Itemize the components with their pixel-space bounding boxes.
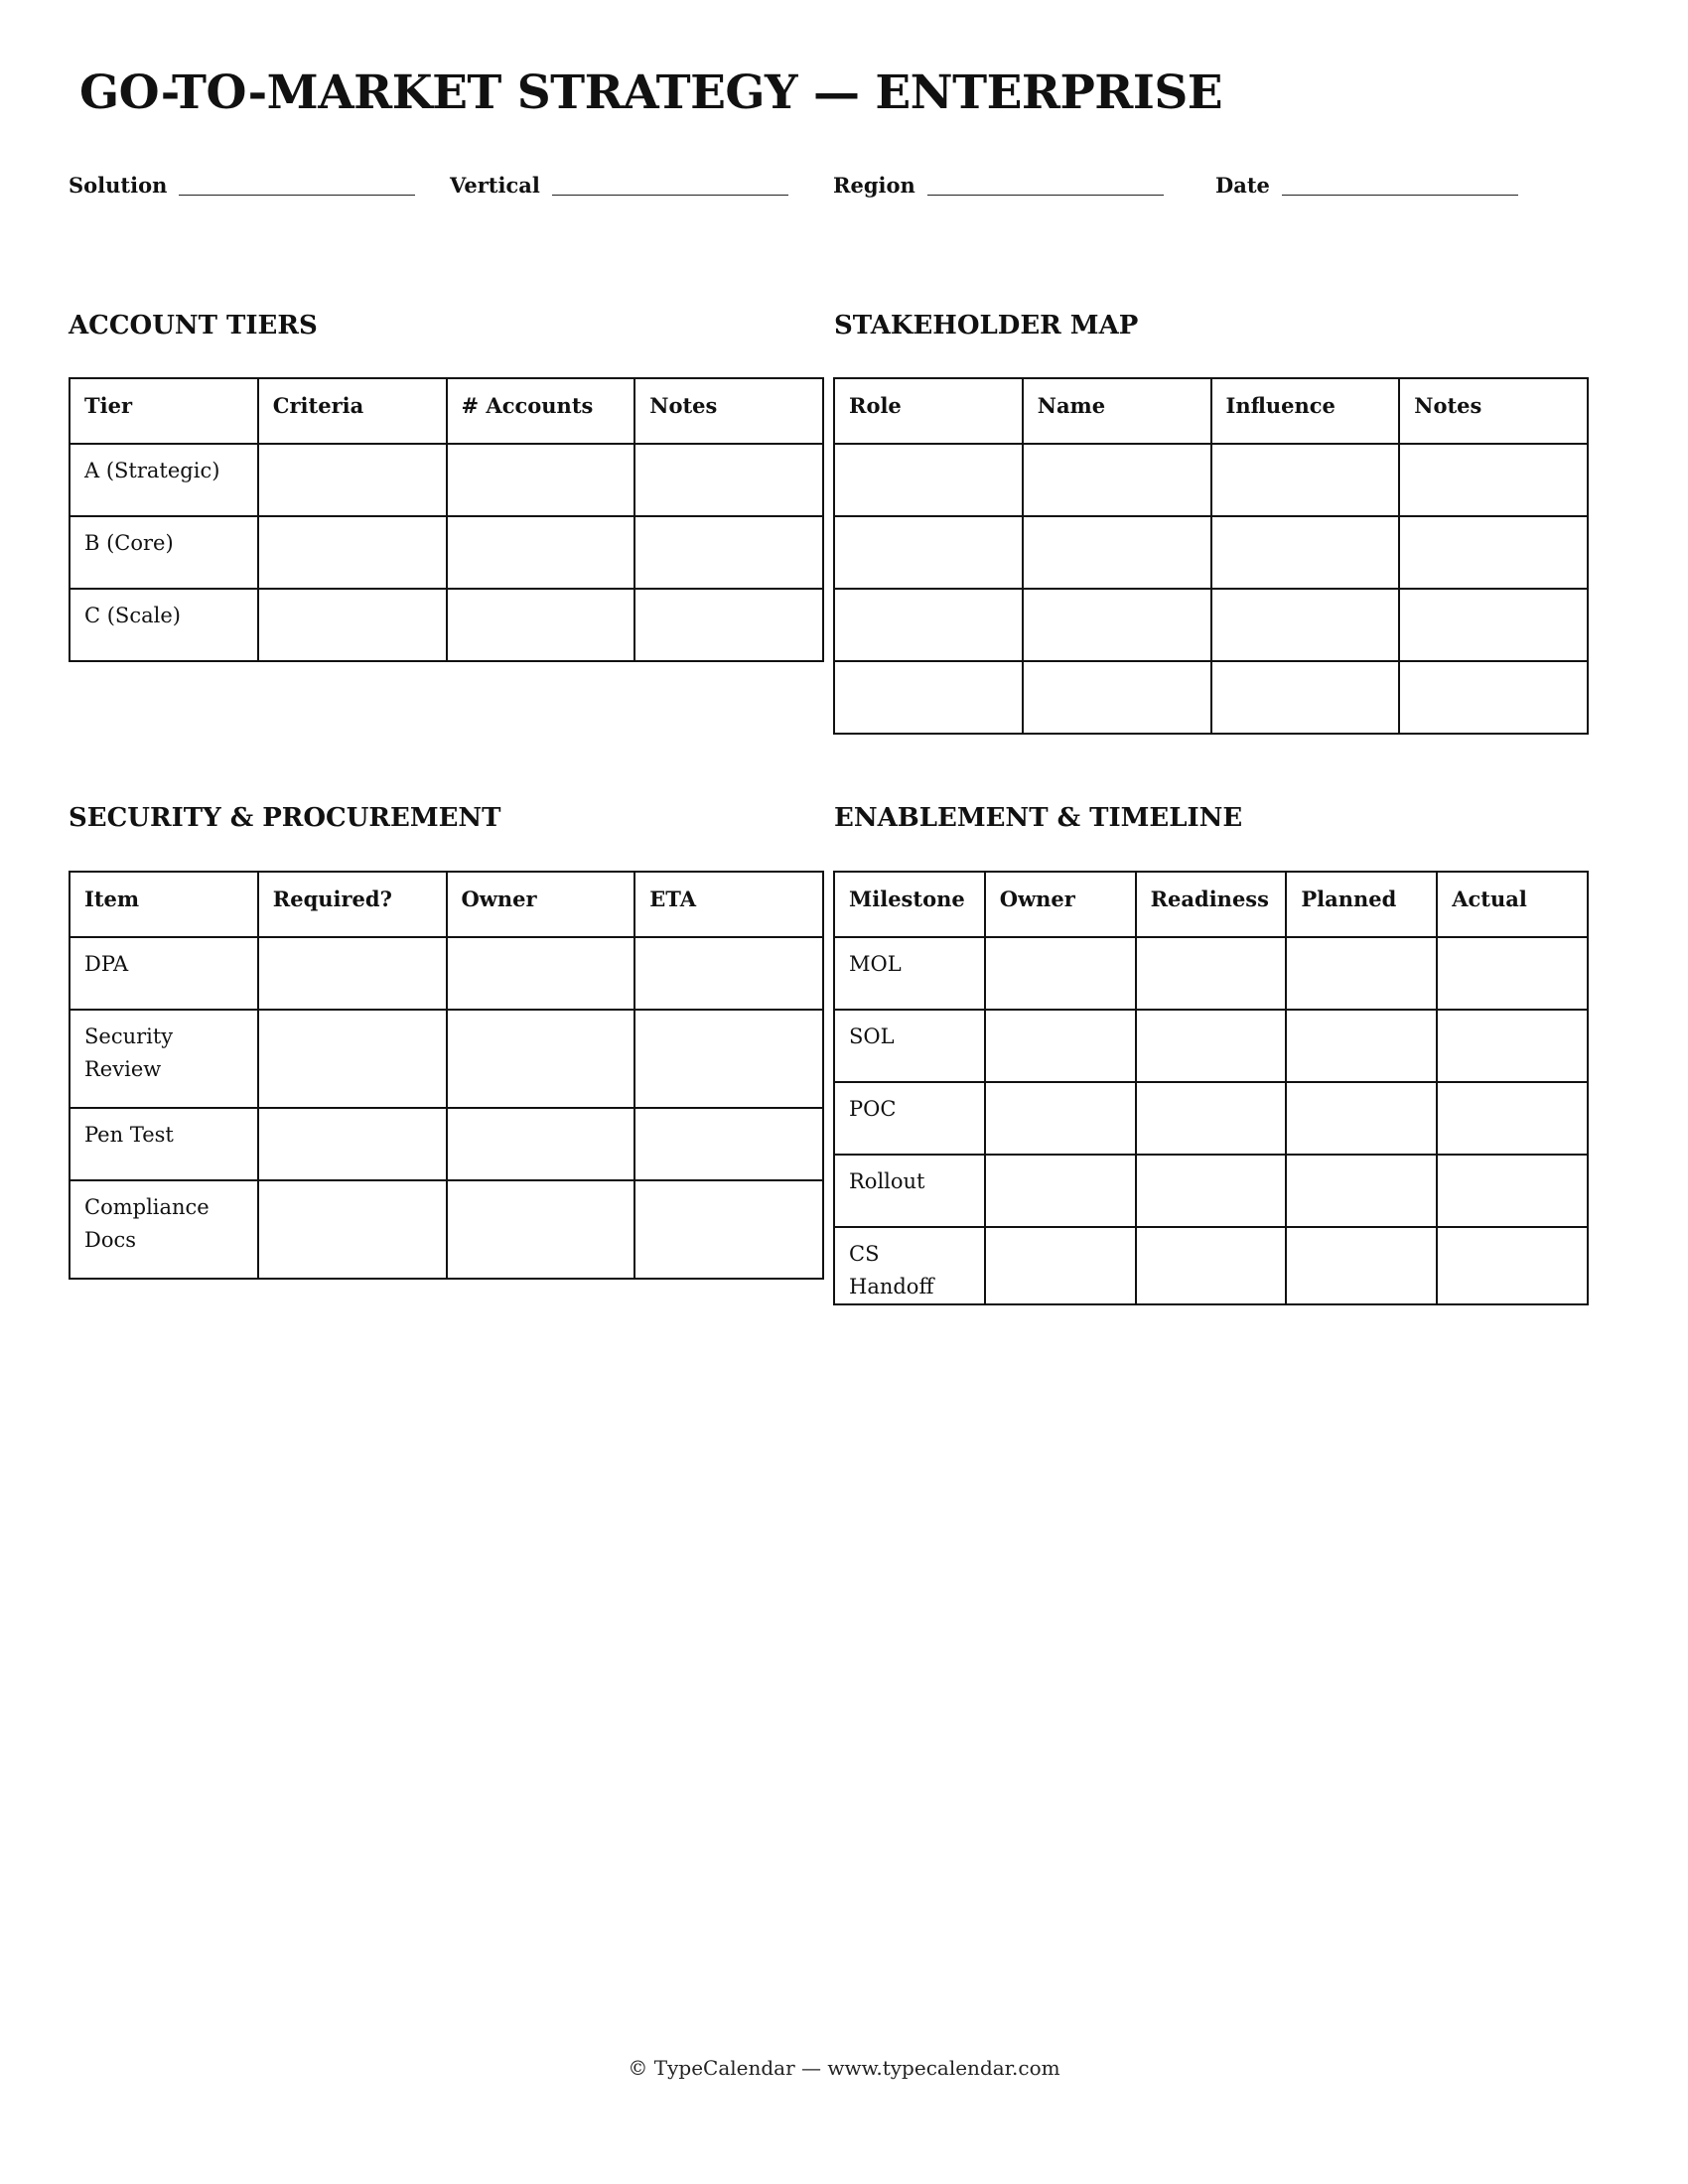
date-label: Date bbox=[1215, 173, 1270, 198]
notes-cell[interactable] bbox=[1399, 661, 1588, 734]
column-header-influence: Influence bbox=[1211, 378, 1400, 444]
date-field[interactable] bbox=[1215, 169, 1518, 199]
influence-cell[interactable] bbox=[1211, 444, 1400, 516]
column-header-required: Required? bbox=[258, 872, 447, 937]
required-cell[interactable] bbox=[258, 1108, 447, 1180]
name-cell[interactable] bbox=[1023, 589, 1211, 661]
footer-credit: © TypeCalendar — www.typecalendar.com bbox=[628, 2056, 1060, 2080]
milestone-cell: POC bbox=[834, 1082, 985, 1155]
table-row bbox=[834, 1082, 1588, 1155]
column-header-readiness: Readiness bbox=[1136, 872, 1287, 937]
item-cell: Compliance Docs bbox=[70, 1180, 258, 1279]
role-cell[interactable] bbox=[834, 444, 1023, 516]
readiness-cell[interactable] bbox=[1136, 1227, 1287, 1304]
table-row bbox=[834, 661, 1588, 734]
required-cell[interactable] bbox=[258, 1010, 447, 1108]
milestone-cell: Rollout bbox=[834, 1155, 985, 1227]
solution-field[interactable] bbox=[69, 169, 415, 199]
required-cell[interactable] bbox=[258, 1180, 447, 1279]
item-cell: Pen Test bbox=[70, 1108, 258, 1180]
notes-cell[interactable] bbox=[634, 589, 823, 661]
column-header-owner: Owner bbox=[985, 872, 1136, 937]
enablement-timeline-table bbox=[833, 871, 1589, 1305]
influence-cell[interactable] bbox=[1211, 661, 1400, 734]
notes-cell[interactable] bbox=[1399, 589, 1588, 661]
planned-cell[interactable] bbox=[1286, 1082, 1437, 1155]
owner-cell[interactable] bbox=[447, 1108, 635, 1180]
region-field[interactable] bbox=[833, 169, 1164, 199]
owner-cell[interactable] bbox=[985, 937, 1136, 1010]
table-row bbox=[70, 937, 823, 1010]
role-cell[interactable] bbox=[834, 516, 1023, 589]
planned-cell[interactable] bbox=[1286, 1010, 1437, 1082]
table-row bbox=[834, 444, 1588, 516]
page-title: GO-TO-MARKET STRATEGY — ENTERPRISE bbox=[79, 66, 1223, 120]
readiness-cell[interactable] bbox=[1136, 1082, 1287, 1155]
owner-cell[interactable] bbox=[985, 1227, 1136, 1304]
criteria-cell[interactable] bbox=[258, 516, 447, 589]
name-cell[interactable] bbox=[1023, 444, 1211, 516]
influence-cell[interactable] bbox=[1211, 589, 1400, 661]
column-header-eta: ETA bbox=[634, 872, 823, 937]
table-header-row bbox=[70, 378, 823, 444]
actual-cell[interactable] bbox=[1437, 937, 1588, 1010]
required-cell[interactable] bbox=[258, 937, 447, 1010]
name-cell[interactable] bbox=[1023, 661, 1211, 734]
table-row bbox=[70, 1010, 823, 1108]
notes-cell[interactable] bbox=[634, 516, 823, 589]
table-row bbox=[70, 516, 823, 589]
planned-cell[interactable] bbox=[1286, 1155, 1437, 1227]
security-procurement-heading: SECURITY & PROCUREMENT bbox=[69, 803, 501, 833]
influence-cell[interactable] bbox=[1211, 516, 1400, 589]
table-row bbox=[834, 937, 1588, 1010]
actual-cell[interactable] bbox=[1437, 1010, 1588, 1082]
column-header-planned: Planned bbox=[1286, 872, 1437, 937]
column-header-accounts: # Accounts bbox=[447, 378, 635, 444]
name-cell[interactable] bbox=[1023, 516, 1211, 589]
item-cell: DPA bbox=[70, 937, 258, 1010]
readiness-cell[interactable] bbox=[1136, 937, 1287, 1010]
region-input-line[interactable] bbox=[927, 194, 1164, 196]
table-header-row bbox=[834, 378, 1588, 444]
column-header-notes: Notes bbox=[634, 378, 823, 444]
table-row bbox=[834, 1227, 1588, 1304]
table-row bbox=[834, 516, 1588, 589]
eta-cell[interactable] bbox=[634, 1180, 823, 1279]
security-procurement-table bbox=[69, 871, 824, 1280]
readiness-cell[interactable] bbox=[1136, 1155, 1287, 1227]
vertical-field[interactable] bbox=[450, 169, 788, 199]
owner-cell[interactable] bbox=[447, 1010, 635, 1108]
eta-cell[interactable] bbox=[634, 937, 823, 1010]
item-cell: Security Review bbox=[70, 1010, 258, 1108]
column-header-milestone: Milestone bbox=[834, 872, 985, 937]
owner-cell[interactable] bbox=[985, 1082, 1136, 1155]
actual-cell[interactable] bbox=[1437, 1227, 1588, 1304]
region-label: Region bbox=[833, 173, 915, 198]
table-row bbox=[70, 1180, 823, 1279]
enablement-timeline-heading: ENABLEMENT & TIMELINE bbox=[834, 803, 1243, 833]
owner-cell[interactable] bbox=[447, 937, 635, 1010]
date-input-line[interactable] bbox=[1282, 194, 1518, 196]
table-row bbox=[834, 589, 1588, 661]
eta-cell[interactable] bbox=[634, 1108, 823, 1180]
accounts-cell[interactable] bbox=[447, 589, 635, 661]
role-cell[interactable] bbox=[834, 661, 1023, 734]
milestone-cell: MOL bbox=[834, 937, 985, 1010]
column-header-owner: Owner bbox=[447, 872, 635, 937]
table-header-row bbox=[70, 872, 823, 937]
account-tiers-table bbox=[69, 377, 824, 662]
column-header-tier: Tier bbox=[70, 378, 258, 444]
criteria-cell[interactable] bbox=[258, 589, 447, 661]
criteria-cell[interactable] bbox=[258, 444, 447, 516]
milestone-cell: SOL bbox=[834, 1010, 985, 1082]
solution-label: Solution bbox=[69, 173, 168, 198]
vertical-label: Vertical bbox=[450, 173, 540, 198]
column-header-role: Role bbox=[834, 378, 1023, 444]
notes-cell[interactable] bbox=[1399, 444, 1588, 516]
column-header-notes: Notes bbox=[1399, 378, 1588, 444]
eta-cell[interactable] bbox=[634, 1010, 823, 1108]
accounts-cell[interactable] bbox=[447, 444, 635, 516]
table-row bbox=[70, 589, 823, 661]
role-cell[interactable] bbox=[834, 589, 1023, 661]
column-header-criteria: Criteria bbox=[258, 378, 447, 444]
solution-input-line[interactable] bbox=[179, 194, 415, 196]
owner-cell[interactable] bbox=[985, 1010, 1136, 1082]
vertical-input-line[interactable] bbox=[552, 194, 788, 196]
planned-cell[interactable] bbox=[1286, 937, 1437, 1010]
notes-cell[interactable] bbox=[1399, 516, 1588, 589]
readiness-cell[interactable] bbox=[1136, 1010, 1287, 1082]
table-row bbox=[834, 1155, 1588, 1227]
owner-cell[interactable] bbox=[985, 1155, 1136, 1227]
notes-cell[interactable] bbox=[634, 444, 823, 516]
accounts-cell[interactable] bbox=[447, 516, 635, 589]
table-row bbox=[834, 1010, 1588, 1082]
actual-cell[interactable] bbox=[1437, 1082, 1588, 1155]
account-tiers-heading: ACCOUNT TIERS bbox=[69, 311, 318, 341]
owner-cell[interactable] bbox=[447, 1180, 635, 1279]
actual-cell[interactable] bbox=[1437, 1155, 1588, 1227]
column-header-actual: Actual bbox=[1437, 872, 1588, 937]
column-header-name: Name bbox=[1023, 378, 1211, 444]
stakeholder-map-heading: STAKEHOLDER MAP bbox=[834, 311, 1139, 341]
tier-cell: B (Core) bbox=[70, 516, 258, 589]
table-header-row bbox=[834, 872, 1588, 937]
table-row bbox=[70, 1108, 823, 1180]
milestone-cell: CS Handoff bbox=[834, 1227, 985, 1304]
tier-cell: A (Strategic) bbox=[70, 444, 258, 516]
tier-cell: C (Scale) bbox=[70, 589, 258, 661]
stakeholder-map-table bbox=[833, 377, 1589, 735]
table-row bbox=[70, 444, 823, 516]
planned-cell[interactable] bbox=[1286, 1227, 1437, 1304]
column-header-item: Item bbox=[70, 872, 258, 937]
